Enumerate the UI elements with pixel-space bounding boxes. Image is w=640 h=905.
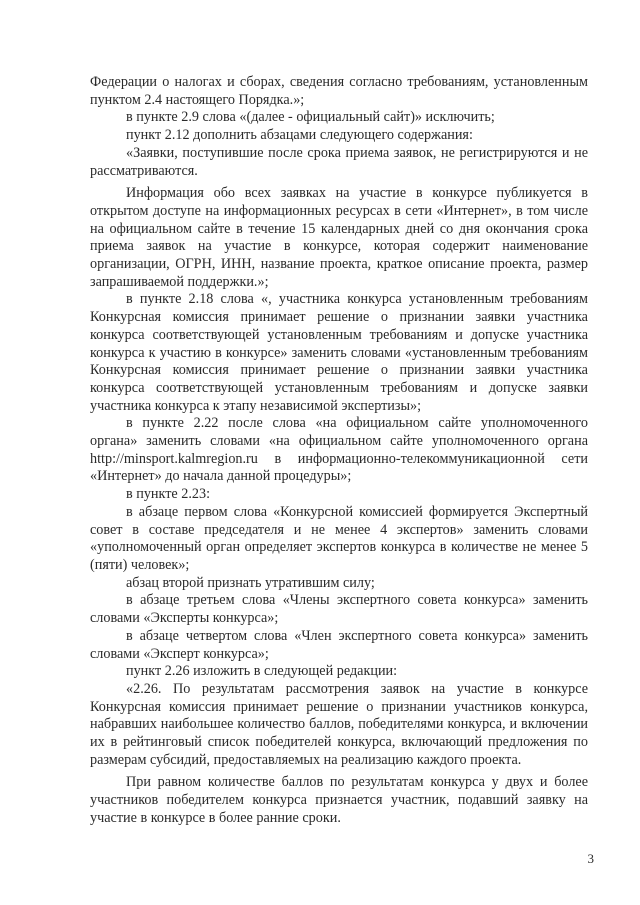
document-body [90, 74, 588, 828]
paragraph-6: в пункте 2.18 слова «, участника конкурса установленным требованиям Конкурсная комиссия принимает решение о признании заявки участника конкурса соответствующей установленным требованиям и допуске участника конкурса к участию в конкурсе» заменить словами «установленным требованиям Конкурсная комиссия принимает решение о признании заявки участника конкурса соответствующей установленным требованиям и допуске заявки участника конкурса к этапу независимой экспертизы»; [90, 291, 588, 414]
paragraph-13: пункт 2.26 изложить в следующей редакции: [126, 663, 398, 680]
paragraph-1: Федерации о налогах и сборах, сведения согласно требованиям, установленным пунктом 2.4 настоящего Порядка.»; [90, 74, 588, 108]
paragraph-15: При равном количестве баллов по результатам конкурса у двух и более участников победителем конкурса признается участник, подавший заявку на участие в конкурсе в более ранние сроки. [90, 774, 588, 826]
paragraph-9: в абзаце первом слова «Конкурсной комиссией формируется Экспертный совет в составе председателя и не менее 4 экспертов» заменить словами «уполномоченный орган определяет экспертов конкурса в количестве не менее 5 (пяти) человек»; [90, 503, 588, 573]
paragraph-5: Информация обо всех заявках на участие в конкурсе публикуется в открытом доступе на информационных ресурсах в сети «Интернет», в том числе на официальном сайте в течение 15 календарных дней со дня окончания срока приема заявок на участие в конкурсе, которая содержит наименование организации, ОГРН, ИНН, название проекта, краткое описание проекта, размер запрашиваемой поддержки.»; [90, 185, 588, 290]
paragraph-12: в абзаце четвертом слова «Член экспертного совета конкурса» заменить словами «Эксперт конкурса»; [90, 627, 588, 662]
paragraph-8: в пункте 2.23: [126, 486, 211, 503]
page-number: 3 [587, 851, 594, 866]
paragraph-7: в пункте 2.22 после слова «на официальном сайте уполномоченного органа» заменить словами «на официальном сайте уполномоченного органа http://minsport.kalmregion.ru в информационно-телекоммуникационной сети «Интернет» до начала данной процедуры»; [90, 415, 588, 485]
paragraph-3: пункт 2.12 дополнить абзацами следующего содержания: [126, 127, 473, 144]
paragraph-10: абзац второй признать утратившим силу; [126, 574, 375, 591]
paragraph-2: в пункте 2.9 слова «(далее - официальный сайт)» исключить; [126, 109, 495, 126]
paragraph-14: «2.26. По результатам рассмотрения заявок на участие в конкурсе Конкурсная комиссия принимает решение о признании участников конкурса, набравших наибольшее количество баллов, победителями конкурса, и включении их в рейтинговый список победителей конкурса, включающий предложения по размерам субсидий, предоставляемых на реализацию каждого проекта. [90, 680, 588, 768]
paragraph-11: в абзаце третьем слова «Члены экспертного совета конкурса» заменить словами «Эксперты конкурса»; [90, 592, 588, 627]
paragraph-4: «Заявки, поступившие после срока приема заявок, не регистрируются и не рассматриваются. [90, 144, 588, 179]
